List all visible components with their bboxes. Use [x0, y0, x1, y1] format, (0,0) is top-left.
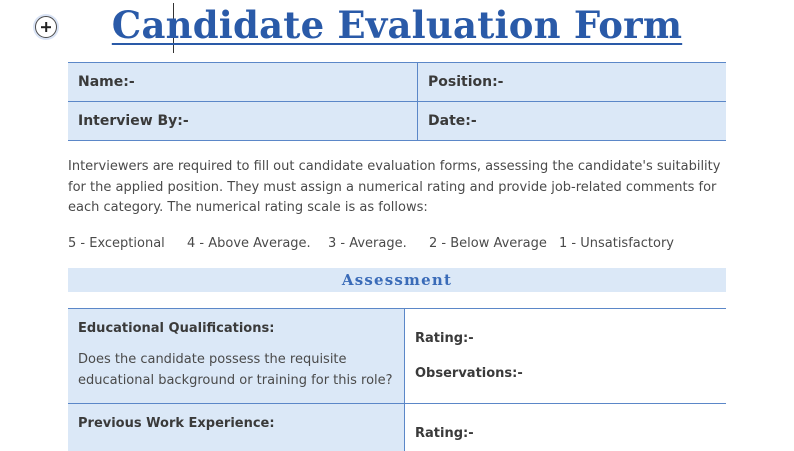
position-field[interactable]: Position:-: [418, 63, 727, 102]
page-title[interactable]: Candidate Evaluation Form: [111, 3, 683, 47]
intro-paragraph[interactable]: Interviewers are required to fill out candidate evaluation forms, assessing the candidate's suitability for the applied position. They must assign a numerical rating and provide job-related comments for each category. The numerical rating scale is as follows:: [68, 159, 721, 215]
scale-item: 2 - Below Average: [429, 236, 547, 251]
section-educational: [68, 308, 726, 404]
observations-field[interactable]: Observations:-: [415, 366, 523, 381]
section-description: [68, 309, 405, 404]
scale-item: 3 - Average.: [328, 236, 407, 251]
date-field[interactable]: Date:-: [418, 102, 727, 141]
section-evaluation: [405, 404, 726, 451]
rating-field[interactable]: Rating:-: [415, 426, 474, 441]
candidate-info-table: [68, 62, 726, 141]
interview-by-field[interactable]: Interview By:-: [68, 102, 418, 141]
section-question[interactable]: Does the candidate possess the requisite educational background or training for this role?: [78, 352, 393, 388]
rating-field[interactable]: Rating:-: [415, 331, 474, 346]
section-title[interactable]: Educational Qualifications:: [78, 321, 275, 336]
scale-item: 5 - Exceptional: [68, 236, 165, 251]
scale-item: 4 - Above Average.: [187, 236, 311, 251]
assessment-heading: Assessment: [68, 268, 726, 292]
section-evaluation: [405, 309, 726, 404]
scale-item: 1 - Unsatisfactory: [559, 236, 674, 251]
section-work-experience: [68, 403, 726, 451]
name-field[interactable]: Name:-: [68, 63, 418, 102]
section-description: [68, 404, 405, 451]
section-title[interactable]: Previous Work Experience:: [78, 416, 275, 431]
